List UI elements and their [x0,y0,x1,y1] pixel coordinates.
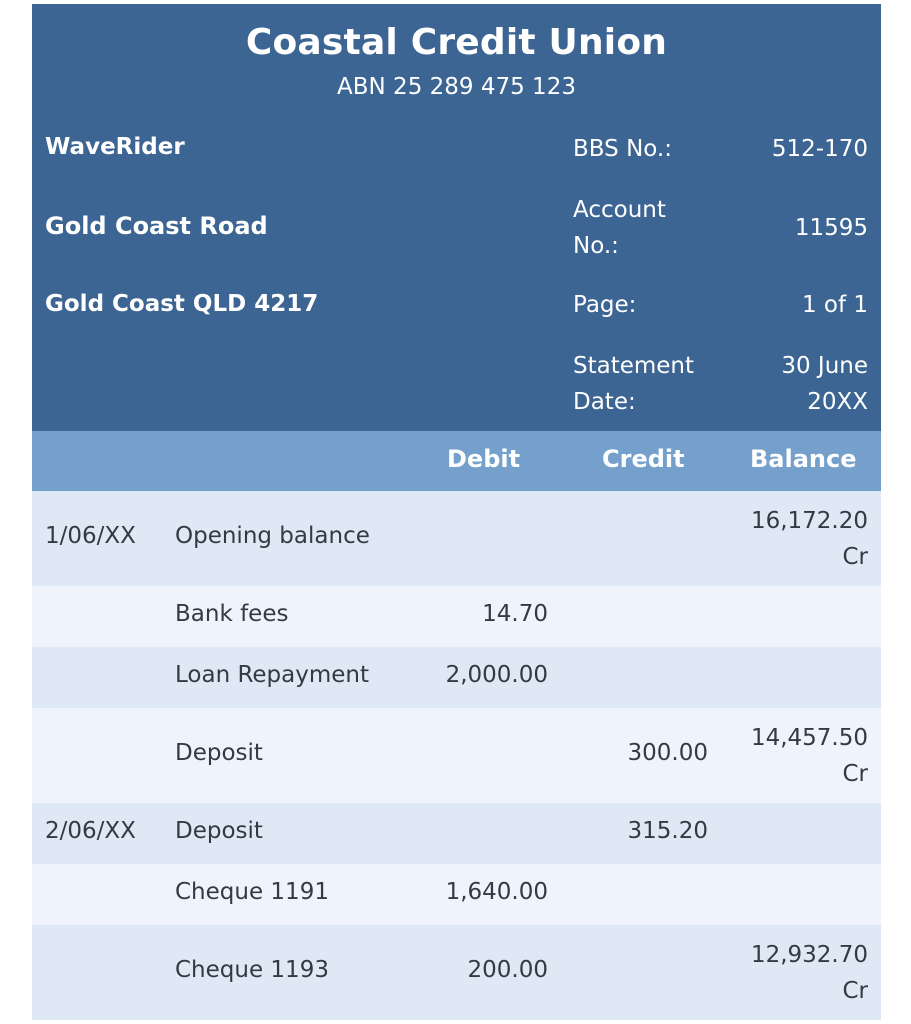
transaction-row [32,925,881,1020]
page-label: Page: [573,292,637,318]
column-header-row [32,431,881,491]
customer-name: WaveRider [45,134,185,160]
transaction-description: Cheque 1193 [175,957,329,983]
bank-statement [32,4,881,1024]
transaction-description: Cheque 1191 [175,879,329,905]
bank-name: Coastal Credit Union [245,22,668,63]
transaction-balance [751,503,868,575]
transaction-debit: 14.70 [482,601,548,627]
transaction-debit: 1,640.00 [445,879,548,905]
balance-amount: 14,457.50 [750,725,868,751]
account-number-label [573,192,723,264]
statement-date-label [573,348,723,420]
page-value: 1 of 1 [801,292,868,318]
transaction-date: 2/06/XX [45,818,136,844]
balance-suffix: Cr [842,544,868,570]
customer-city: Gold Coast QLD 4217 [45,291,319,317]
transaction-row [32,708,881,803]
balance-suffix: Cr [842,978,868,1004]
bbs-label: BBS No.: [573,136,672,162]
transaction-description: Opening balance [175,523,370,549]
statement-date-value-line2: 20XX [807,389,868,415]
transaction-row [32,491,881,586]
transaction-description: Loan Repayment [175,662,370,688]
transaction-date: 1/06/XX [45,523,136,549]
bank-abn: ABN 25 289 475 123 [337,74,576,100]
transaction-debit: 2,000.00 [445,662,548,688]
transaction-row [32,803,881,864]
transaction-balance [751,937,868,1009]
transaction-description: Deposit [175,740,263,766]
transaction-debit: 200.00 [467,957,548,983]
transaction-credit: 315.20 [627,818,708,844]
balance-suffix: Cr [842,761,868,787]
column-header-balance: Balance [750,445,857,473]
transaction-row [32,647,881,708]
balance-amount: 16,172.20 [750,508,868,534]
customer-street: Gold Coast Road [45,212,268,240]
statement-date-label-line1: Statement [573,353,695,379]
transaction-credit: 300.00 [627,740,708,766]
account-number-value: 11595 [794,215,868,241]
account-number-label-line2: No.: [573,233,619,259]
column-header-credit: Credit [602,445,685,473]
bbs-value: 512-170 [771,136,868,162]
transaction-description: Deposit [175,818,263,844]
transaction-row [32,864,881,925]
transaction-row [32,586,881,647]
statement-date-value-line1: 30 June [781,353,868,379]
account-number-label-line1: Account [573,197,666,223]
transaction-balance [751,720,868,792]
statement-date-label-line2: Date: [573,389,636,415]
statement-date-value [718,348,868,420]
balance-amount: 12,932.70 [750,942,868,968]
column-header-debit: Debit [447,445,521,473]
statement-header [32,4,881,431]
transaction-description: Bank fees [175,601,289,627]
